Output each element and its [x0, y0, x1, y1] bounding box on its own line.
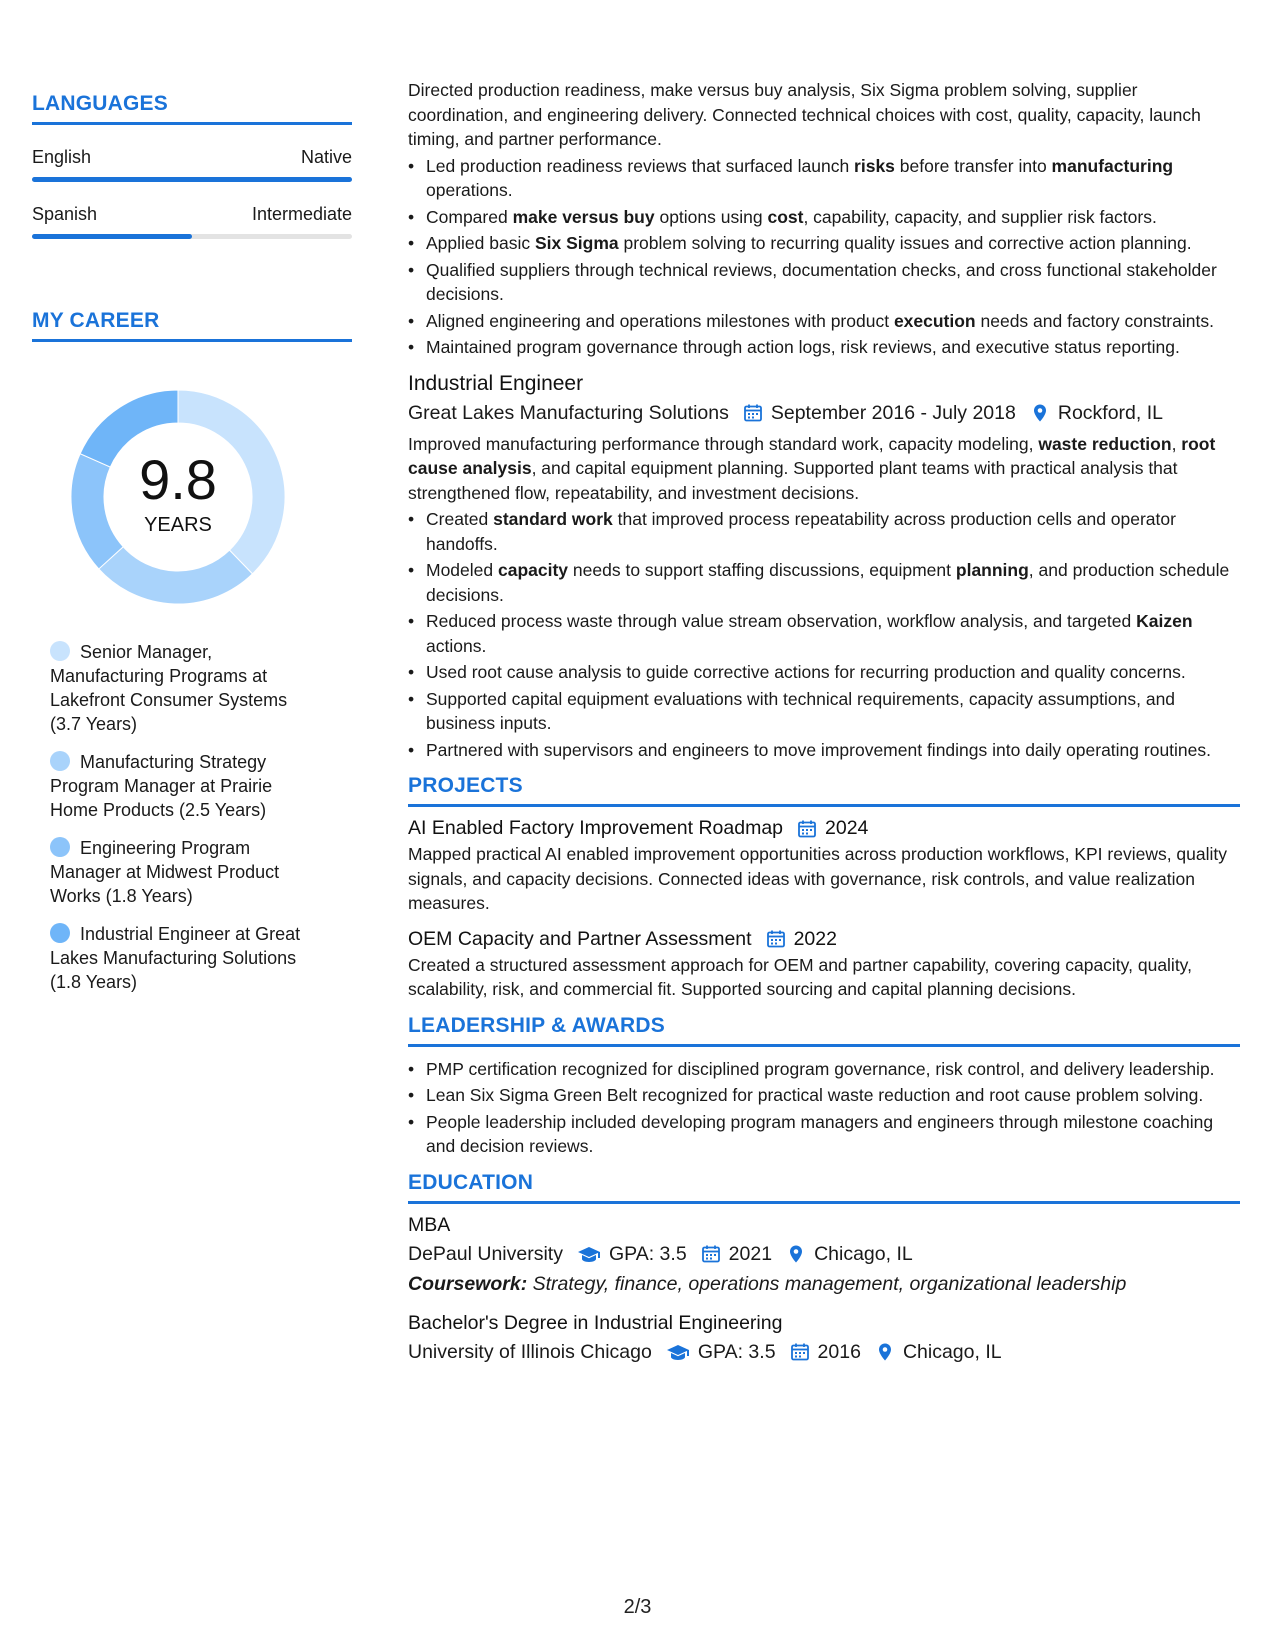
legend-item [50, 750, 320, 822]
job-dates: September 2016 - July 2018 [770, 401, 1016, 424]
languages-title: LANGUAGES [32, 92, 352, 125]
career-title: MY CAREER [32, 309, 352, 342]
legend-label: Senior Manager, Manufacturing Programs at Lakefront Consumer Systems (3.7 Years) [50, 642, 288, 734]
career-total-years: 9.8 [139, 448, 217, 511]
degree-name: Bachelor's Degree in Industrial Engineering [408, 1311, 783, 1334]
page-number: 2/3 [623, 1596, 652, 1618]
job-bullet: • Created standard work that improved process repeatability across production cells and operator handoffs. [408, 507, 1240, 556]
career-donut-chart [65, 384, 291, 610]
calendar-icon [790, 1342, 810, 1362]
job-bullet: • Partnered with supervisors and engineers to move improvement findings into daily operating routines. [408, 738, 1240, 763]
project-description: Mapped practical AI enabled improvement opportunities across production workflows, KPI reviews, quality signals, and capacity decisions. Connected ideas with governance, risk controls, and value realization measures. [408, 844, 1228, 913]
education-item [408, 1214, 1240, 1296]
project-item [408, 928, 1240, 1002]
calendar-icon [701, 1244, 721, 1264]
language-proficiency-fill [32, 234, 192, 239]
project-description: Created a structured assessment approach for OEM and partner capability, covering capacity, quality, scalability, risk, and commercial fit. Supported sourcing and capital planning decisions. [408, 954, 1192, 999]
career-total-unit: YEARS [144, 514, 212, 536]
legend-item [50, 922, 320, 994]
coursework-text: Strategy, finance, operations management, organizational leadership [532, 1272, 1127, 1295]
calendar-icon [743, 403, 763, 423]
map-pin-icon [875, 1342, 895, 1362]
graduation-cap-icon [666, 1342, 690, 1362]
legend-dot [50, 923, 70, 943]
legend-dot [50, 837, 70, 857]
job-bullet: • Maintained program governance through action logs, risk reviews, and executive status reporting. [408, 335, 1240, 360]
language-level: Native [300, 147, 352, 167]
education-meta [408, 1243, 1240, 1266]
language-proficiency-fill [32, 177, 352, 182]
job-location: Rockford, IL [1057, 401, 1163, 424]
degree-name: MBA [408, 1213, 451, 1236]
job-bullet: • Modeled capacity needs to support staffing discussions, equipment planning, and production schedule decisions. [408, 558, 1240, 607]
legend-label: Manufacturing Strategy Program Manager at Prairie Home Products (2.5 Years) [50, 752, 273, 820]
graduation-year: 2016 [817, 1340, 861, 1363]
graduation-cap-icon [577, 1244, 601, 1264]
job-bullet: • Qualified suppliers through technical reviews, documentation checks, and cross functional stakeholder decisions. [408, 258, 1240, 307]
language-name: Spanish [32, 204, 98, 224]
legend-item [50, 640, 320, 736]
job-bullet: • Used root cause analysis to guide corrective actions for recurring production and quality concerns. [408, 660, 1240, 685]
calendar-icon [797, 819, 817, 839]
projects-title: PROJECTS [408, 774, 1240, 807]
gpa: GPA: 3.5 [608, 1242, 687, 1265]
legend-label: Engineering Program Manager at Midwest Product Works (1.8 Years) [50, 838, 280, 906]
job-meta [408, 402, 1240, 425]
map-pin-icon [1030, 403, 1050, 423]
gpa: GPA: 3.5 [697, 1340, 776, 1363]
award-bullet: • People leadership included developing program managers and engineers through milestone coaching and decision reviews. [408, 1110, 1240, 1159]
main-content [408, 78, 1240, 1371]
education-meta [408, 1341, 1240, 1364]
awards-bullets [408, 1057, 1240, 1159]
project-year: 2024 [825, 817, 869, 839]
awards-title: LEADERSHIP & AWARDS [408, 1014, 1240, 1047]
project-item [408, 817, 1240, 916]
school-location: Chicago, IL [814, 1242, 913, 1265]
project-name: AI Enabled Factory Improvement Roadmap [408, 817, 784, 839]
graduation-year: 2021 [728, 1242, 773, 1265]
career-legend [50, 640, 320, 994]
language-level: Intermediate [251, 204, 352, 224]
job-bullets [408, 507, 1240, 762]
school-name: University of Illinois Chicago [408, 1340, 652, 1363]
job-summary: Directed production readiness, make versus buy analysis, Six Sigma problem solving, supplier coordination, and engineering delivery. Connected technical choices with cost, quality, capacity, launch timing, and partner performance. [408, 80, 1201, 149]
legend-dot [50, 751, 70, 771]
school-name: DePaul University [408, 1242, 563, 1265]
legend-dot [50, 641, 70, 661]
project-year: 2022 [793, 927, 837, 950]
job-bullet: • Aligned engineering and operations milestones with product execution needs and factory constraints. [408, 309, 1240, 334]
coursework-label: Coursework: [408, 1272, 528, 1295]
project-name: OEM Capacity and Partner Assessment [408, 927, 752, 950]
language-proficiency-bar [32, 177, 352, 182]
award-bullet: • Lean Six Sigma Green Belt recognized for practical waste reduction and root cause problem solving. [408, 1083, 1240, 1108]
job-bullet: • Applied basic Six Sigma problem solving to recurring quality issues and corrective action planning. [408, 231, 1240, 256]
job-bullet: • Reduced process waste through value stream observation, workflow analysis, and targeted Kaizen actions. [408, 609, 1240, 658]
legend-item [50, 836, 320, 908]
education-item [408, 1312, 1240, 1364]
education-title: EDUCATION [408, 1171, 1240, 1204]
language-proficiency-bar [32, 234, 352, 239]
language-item [32, 204, 352, 239]
language-name: English [32, 147, 92, 167]
language-item [32, 147, 352, 182]
job-bullet: • Supported capital equipment evaluations with technical requirements, capacity assumptions, and business inputs. [408, 687, 1240, 736]
job-bullet: • Compared make versus buy options using cost, capability, capacity, and supplier risk factors. [408, 205, 1240, 230]
job-title: Industrial Engineer [408, 371, 584, 395]
job-bullets [408, 154, 1240, 360]
coursework [408, 1273, 1240, 1296]
job-bullet: • Led production readiness reviews that surfaced launch risks before transfer into manufacturing operations. [408, 154, 1240, 203]
company-name: Great Lakes Manufacturing Solutions [408, 401, 729, 424]
job-summary: Improved manufacturing performance through standard work, capacity modeling, waste reduction, root cause analysis, and capital equipment planning. Supported plant teams with practical analysis that strengthened flow, repeatability, and investment decisions. [408, 433, 1216, 503]
sidebar [32, 92, 352, 1008]
legend-label: Industrial Engineer at Great Lakes Manufacturing Solutions (1.8 Years) [50, 924, 301, 992]
school-location: Chicago, IL [902, 1340, 1002, 1363]
map-pin-icon [786, 1244, 806, 1264]
calendar-icon [766, 929, 786, 949]
award-bullet: • PMP certification recognized for disciplined program governance, risk control, and delivery leadership. [408, 1057, 1240, 1082]
